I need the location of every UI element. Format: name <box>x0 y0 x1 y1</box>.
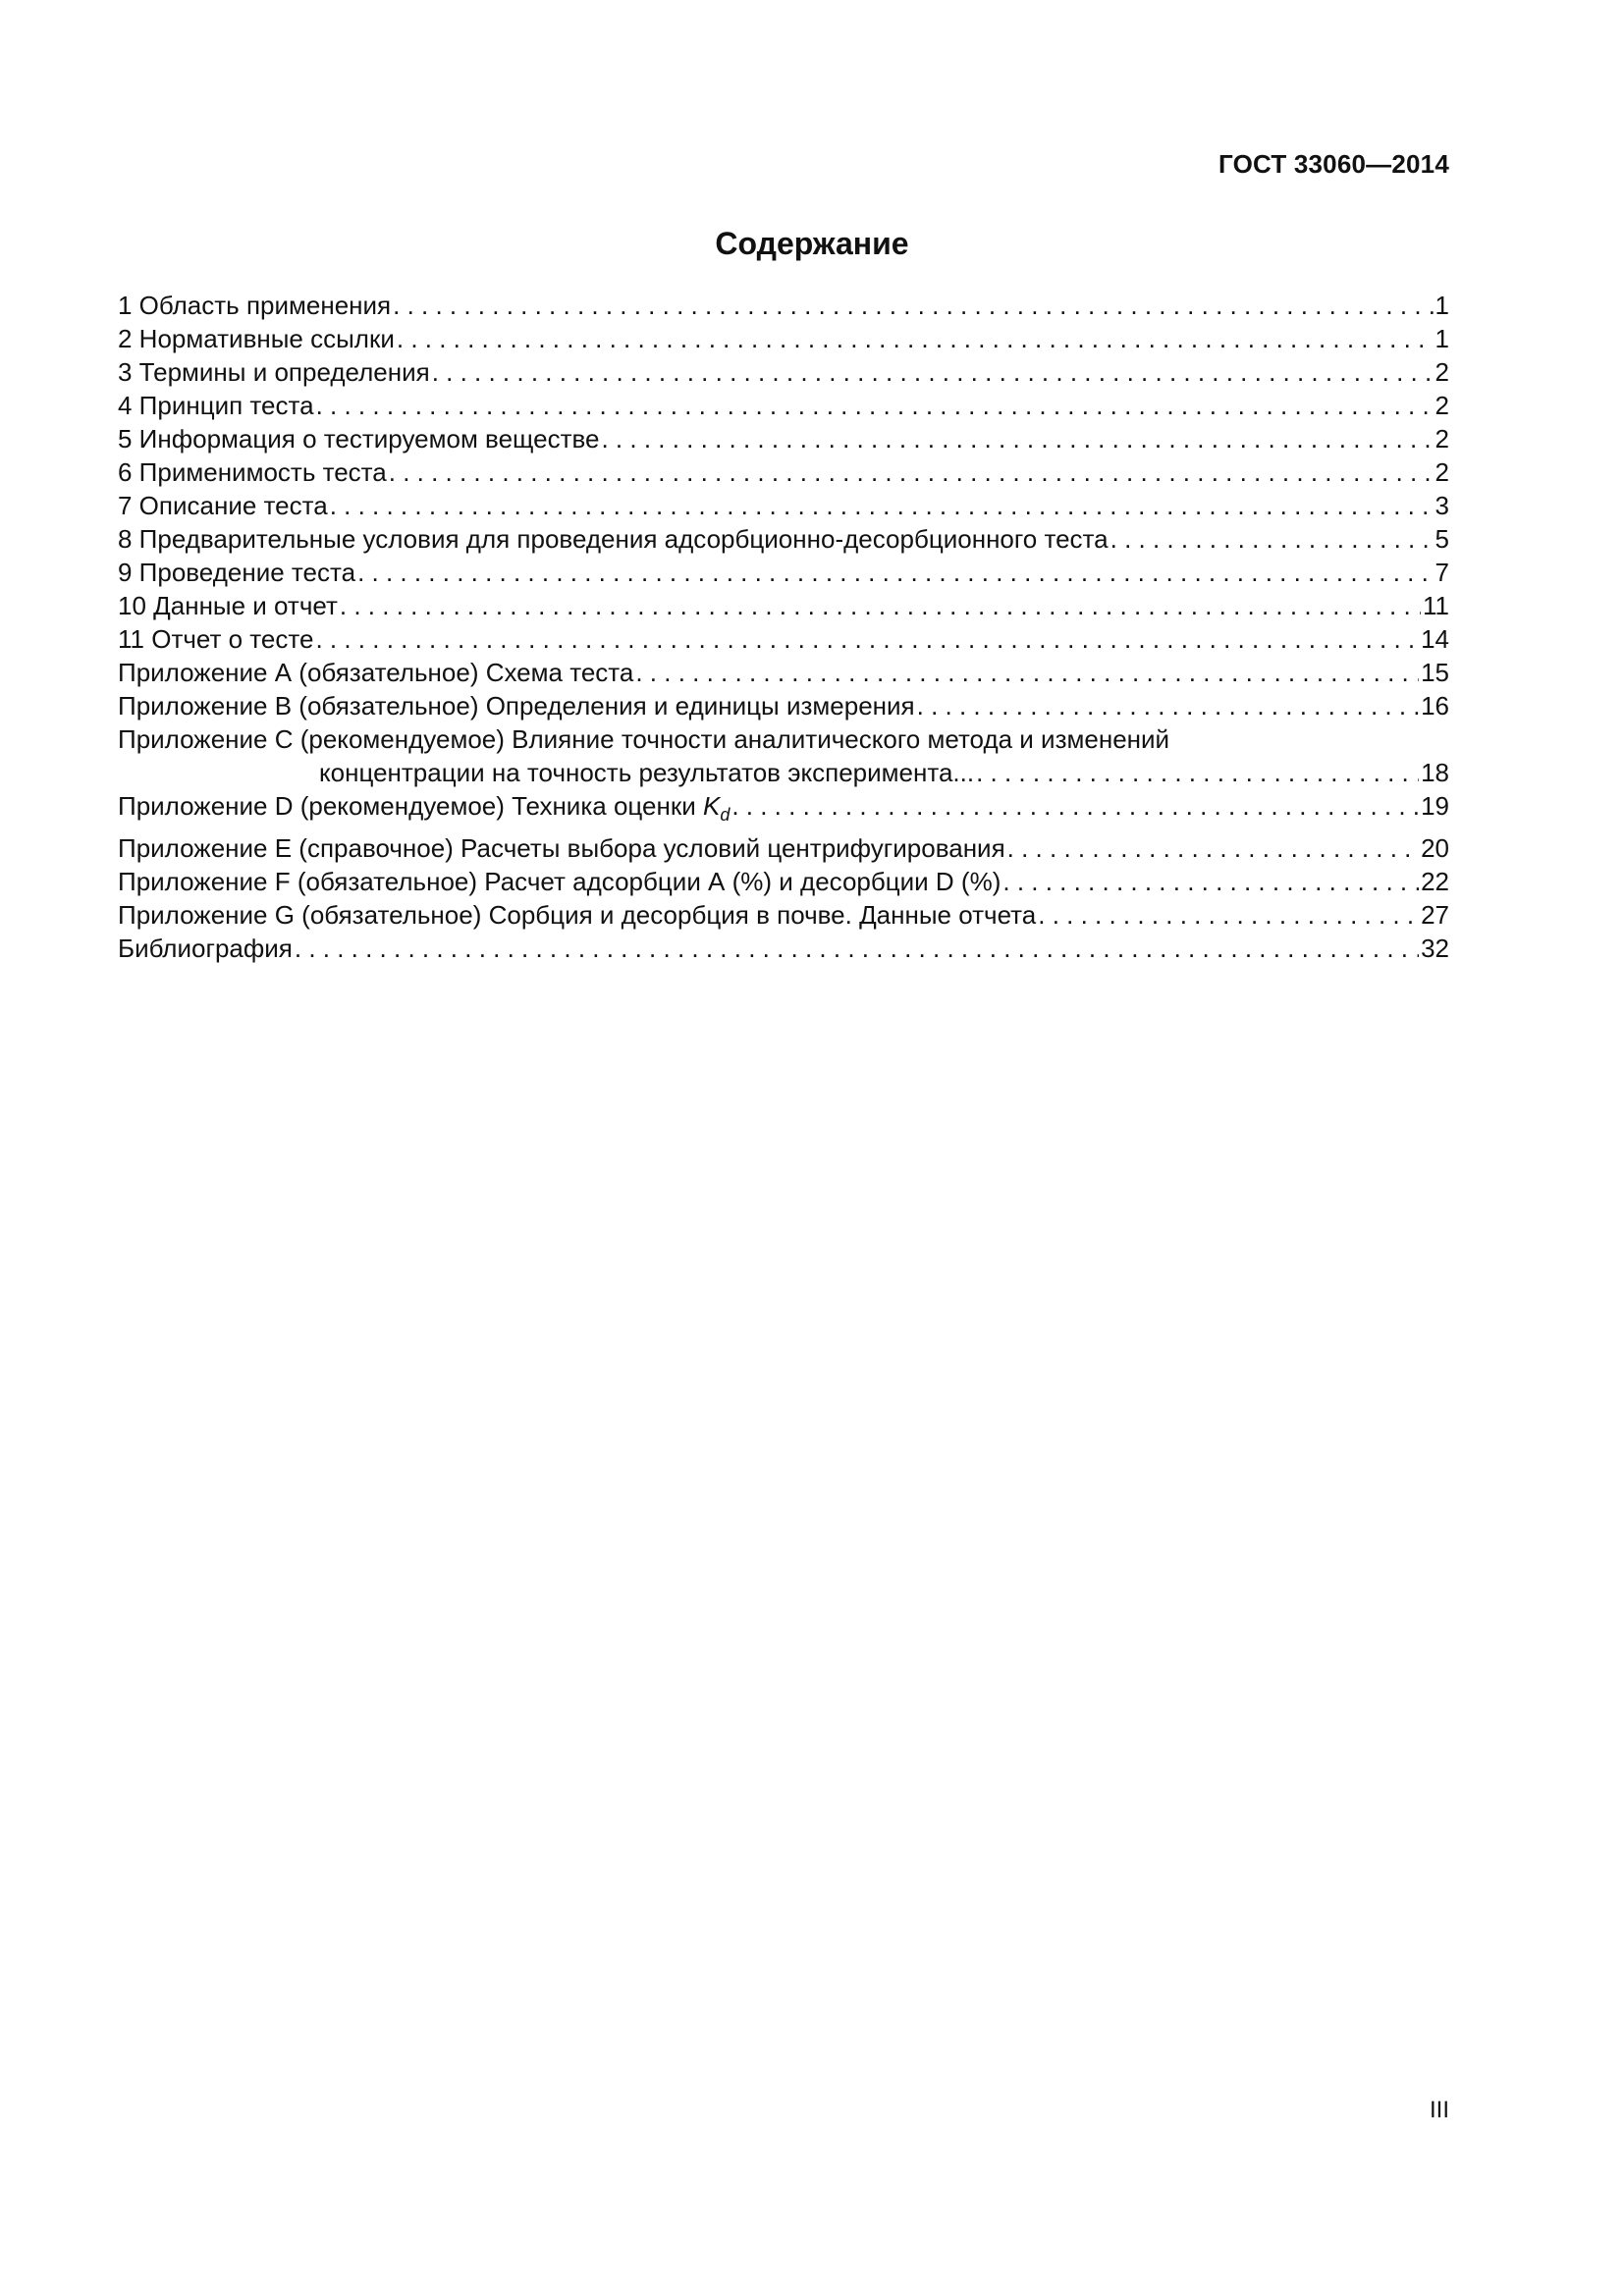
toc-entry-multiline[interactable] <box>118 722 1449 789</box>
toc-entry[interactable] <box>118 689 1449 722</box>
toc-leader-dots <box>393 289 1433 322</box>
toc-entry-label: Библиография <box>118 934 293 963</box>
toc-entry[interactable] <box>118 289 1449 322</box>
toc-entry-page: 1 <box>1435 324 1449 353</box>
toc-leader-dots <box>731 789 1419 823</box>
toc-entry-label: 8 Предварительные условия для проведения адсорбционно-десорбционного теста <box>118 524 1109 554</box>
toc-entry-page: 2 <box>1435 457 1449 487</box>
toc-entry-label: 6 Применимость теста <box>118 457 387 487</box>
toc-entry[interactable] <box>118 831 1449 865</box>
toc-entry-page: 32 <box>1421 934 1449 963</box>
toc-leader-dots <box>635 656 1419 689</box>
toc-leader-dots <box>315 622 1419 656</box>
toc-entry[interactable] <box>118 556 1449 589</box>
toc-entry-page: 3 <box>1435 491 1449 520</box>
toc-entry[interactable] <box>118 932 1449 965</box>
toc-entry-label: 9 Проведение теста <box>118 558 356 587</box>
toc-leader-dots <box>1110 522 1434 556</box>
toc-entry[interactable] <box>118 789 1449 831</box>
toc-entry-label: Приложение Е (справочное) Расчеты выбора условий центрифугирования <box>118 833 1005 863</box>
toc-leader-dots <box>316 389 1434 422</box>
toc-leader-dots <box>397 322 1434 355</box>
toc-leader-dots <box>1038 898 1419 932</box>
toc-leader-dots <box>917 689 1419 722</box>
toc-entry-label-text: Приложение D (рекомендуемое) Техника оценки <box>118 791 703 821</box>
toc-entry-label: 10 Данные и отчет <box>118 591 338 620</box>
page-number: III <box>1429 2097 1449 2123</box>
toc-entry-page: 11 <box>1423 591 1449 620</box>
toc-entry-label: Приложение С (рекомендуемое) Влияние точности аналитического метода и изменений <box>118 724 1170 754</box>
toc-entry-page: 27 <box>1421 900 1449 930</box>
toc-leader-dots <box>1002 865 1419 898</box>
toc-leader-dots <box>1007 831 1419 865</box>
toc-entry[interactable] <box>118 322 1449 355</box>
toc-leader-dots <box>976 756 1419 789</box>
toc-entry-label: Приложение В (обязательное) Определения и единицы измерения <box>118 691 915 721</box>
toc-entry-page: 16 <box>1421 691 1449 721</box>
toc-entry-label: 2 Нормативные ссылки <box>118 324 395 353</box>
toc-entry-page: 14 <box>1421 624 1449 654</box>
toc-leader-dots <box>357 556 1433 589</box>
toc-entry[interactable] <box>118 422 1449 455</box>
toc-entry-label: Приложение G (обязательное) Сорбция и десорбция в почве. Данные отчета <box>118 900 1037 930</box>
toc-entry[interactable] <box>118 656 1449 689</box>
toc-entry[interactable] <box>118 389 1449 422</box>
toc-entry[interactable] <box>118 522 1449 556</box>
toc-entry-page: 5 <box>1435 524 1449 554</box>
standard-designation: ГОСТ 33060—2014 <box>1218 149 1449 179</box>
toc-leader-dots <box>432 355 1434 389</box>
toc-leader-dots <box>295 932 1419 965</box>
toc-entry-page: 1 <box>1435 291 1449 320</box>
toc-entry-page: 7 <box>1435 558 1449 587</box>
toc-entry-label: 1 Область применения <box>118 291 392 320</box>
toc-entry-page: 2 <box>1435 391 1449 420</box>
toc-entry[interactable] <box>118 865 1449 898</box>
toc-leader-dots <box>601 422 1433 455</box>
toc-entry-page: 18 <box>1421 758 1449 787</box>
page-title: Содержание <box>715 226 909 261</box>
toc-entry-page: 2 <box>1435 424 1449 454</box>
kd-symbol: K <box>702 791 721 821</box>
toc-entry-label: Приложение А (обязательное) Схема теста <box>118 658 634 687</box>
toc-entry[interactable] <box>118 355 1449 389</box>
toc-entry-label: Приложение F (обязательное) Расчет адсорбции А (%) и десорбции D (%) <box>118 867 1001 896</box>
toc-entry-label: 4 Принцип теста <box>118 391 314 420</box>
toc-entry-page: 19 <box>1421 791 1449 821</box>
toc-entry[interactable] <box>118 622 1449 656</box>
table-of-contents <box>118 289 1449 965</box>
toc-entry-label: 11 Отчет о тесте <box>118 624 314 654</box>
toc-entry-page: 2 <box>1435 357 1449 387</box>
toc-entry[interactable] <box>118 898 1449 932</box>
toc-entry-label: 7 Описание теста <box>118 491 328 520</box>
toc-leader-dots <box>340 589 1421 622</box>
toc-leader-dots <box>330 489 1434 522</box>
toc-entry[interactable] <box>118 589 1449 622</box>
toc-entry-page: 20 <box>1421 833 1449 863</box>
toc-entry-label <box>118 789 730 831</box>
kd-subscript: d <box>720 805 731 825</box>
toc-entry-label: 3 Термины и определения <box>118 357 430 387</box>
toc-entry-page: 22 <box>1421 867 1449 896</box>
toc-entry-label-continuation: концентрации на точность результатов эксперимента... <box>319 758 975 787</box>
toc-entry-page: 15 <box>1421 658 1449 687</box>
toc-entry[interactable] <box>118 455 1449 489</box>
toc-entry-label: 5 Информация о тестируемом веществе <box>118 424 600 454</box>
toc-leader-dots <box>389 455 1434 489</box>
toc-entry[interactable] <box>118 489 1449 522</box>
